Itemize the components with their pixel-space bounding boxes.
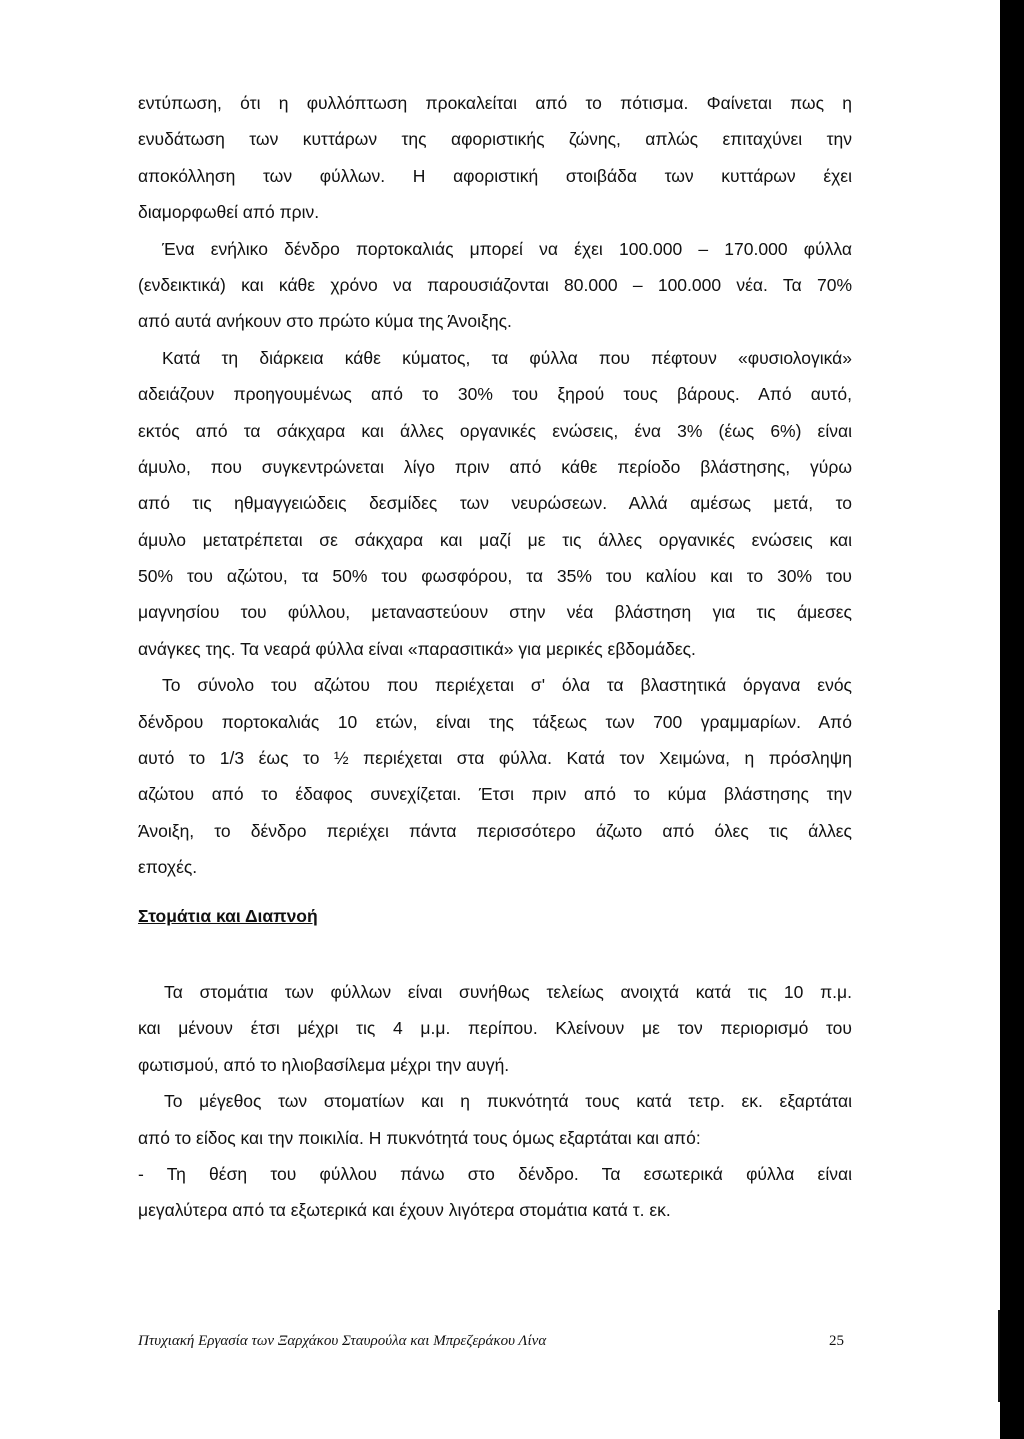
text-line: φωτισμού, από το ηλιοβασίλεμα μέχρι την αυγή. (138, 1054, 510, 1075)
text-line: μεγαλύτερα από τα εξωτερικά και έχουν λιγότερα στομάτια κατά τ. εκ. (138, 1200, 671, 1221)
footer-credit: Πτυχιακή Εργασία των Ξαρχάκου Σταυρούλα και Μπρεζεράκου Λίνα (138, 1333, 547, 1349)
margin-rule (998, 1310, 1000, 1402)
text-line: Ένα ενήλικο δένδρο πορτοκαλιάς μπορεί να έχει 100.000 – 170.000 φύλλα (162, 238, 852, 259)
text-line: ενυδάτωση των κυττάρων της αφοριστικής ζώνης, απλώς επιταχύνει την (138, 129, 852, 150)
text-line: αποκόλληση των φύλλων. Η αφοριστική στοιβάδα των κυττάρων έχει (138, 165, 852, 186)
text-line: εντύπωση, ότι η φυλλόπτωση προκαλείται από το πότισμα. Φαίνεται πως η (138, 93, 852, 113)
text-line: από τις ηθμαγγειώδεις δεσμίδες των νευρώσεων. Αλλά αμέσως μετά, το (138, 493, 852, 514)
body-text-block-1 (138, 85, 852, 886)
text-line: διαμορφωθεί από πριν. (138, 202, 320, 223)
text-line: Άνοιξη, το δένδρο περιέχει πάντα περισσότερο άζωτο από όλες τις άλλες (138, 820, 852, 841)
text-line: Το μέγεθος των στοματίων και η πυκνότητά τους κατά τετρ. εκ. εξαρτάται (164, 1091, 852, 1112)
text-line: εκτός από τα σάκχαρα και άλλες οργανικές ενώσεις, ένα 3% (έως 6%) είναι (138, 420, 852, 441)
section-heading: Στομάτια και Διαπνοή (138, 906, 318, 926)
text-line: (ενδεικτικά) και κάθε χρόνο να παρουσιάζονται 80.000 – 100.000 νέα. Τα 70% (138, 274, 852, 295)
text-line: αζώτου από το έδαφος συνεχίζεται. Έτσι πριν από το κύμα βλάστησης την (138, 784, 852, 805)
text-line: άμυλο μετατρέπεται σε σάκχαρα και μαζί με τις άλλες οργανικές ενώσεις και (138, 529, 852, 550)
text-line: και μένουν έτσι μέχρι τις 4 μ.μ. περίπου. Κλείνουν με τον περιορισμό του (138, 1018, 852, 1039)
text-line: Το σύνολο του αζώτου που περιέχεται σ' όλα τα βλαστητικά όργανα ενός (162, 675, 852, 696)
page-number: 25 (829, 1333, 844, 1349)
text-line: Κατά τη διάρκεια κάθε κύματος, τα φύλλα που πέφτουν «φυσιολογικά» (162, 347, 852, 368)
body-text-block-2 (138, 974, 852, 1229)
text-line: εποχές. (138, 857, 198, 878)
text-line: δένδρου πορτοκαλιάς 10 ετών, είναι της τάξεως των 700 γραμμαρίων. Από (138, 711, 852, 732)
text-line: - Τη θέση του φύλλου πάνω στο δένδρο. Τα εσωτερικά φύλλα είναι (138, 1163, 852, 1184)
text-line: από το είδος και την ποικιλία. Η πυκνότητά τους όμως εξαρτάται και από: (138, 1127, 701, 1148)
text-line: άμυλο, που συγκεντρώνεται λίγο πριν από κάθε περίοδο βλάστησης, γύρω (138, 456, 852, 477)
text-line: αυτό το 1/3 έως το ½ περιέχεται στα φύλλα. Κατά τον Χειμώνα, η πρόσληψη (138, 748, 852, 769)
text-line: ανάγκες της. Τα νεαρά φύλλα είναι «παρασιτικά» για μερικές εβδομάδες. (138, 638, 696, 659)
text-line: μαγνησίου του φύλλου, μεταναστεύουν στην νέα βλάστηση για τις άμεσες (138, 602, 852, 623)
text-line: από αυτά ανήκουν στο πρώτο κύμα της Άνοιξης. (138, 311, 512, 332)
text-line: 50% του αζώτου, τα 50% του φωσφόρου, τα 35% του καλίου και το 30% του (138, 566, 852, 587)
text-line: αδειάζουν προηγουμένως από το 30% του ξηρού τους βάρους. Από αυτό, (138, 384, 852, 405)
text-line: Τα στομάτια των φύλλων είναι συνήθως τελείως ανοιχτά κατά τις 10 π.μ. (164, 982, 852, 1002)
